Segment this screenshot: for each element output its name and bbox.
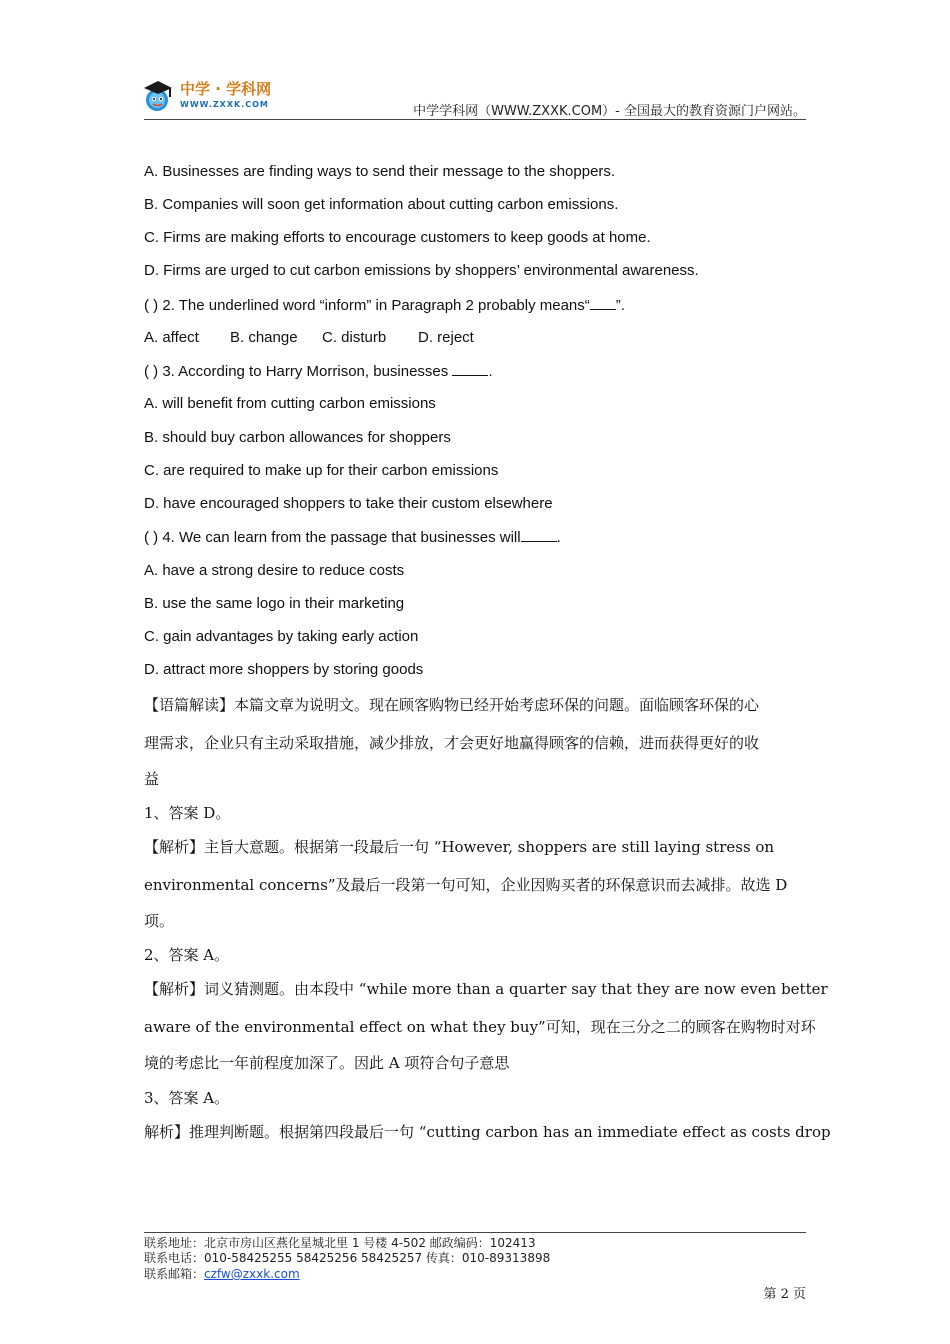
explanation-2-line: aware of the environmental effect on what they buy”可知，现在三分之二的顾客在购物时对环 xyxy=(144,1018,816,1036)
q4-stem-text: ( ) 4. We can learn from the passage that businesses will xyxy=(144,529,521,546)
q2-stem-text: ( ) 2. The underlined word “inform” in Paragraph 2 probably means“ xyxy=(144,297,590,314)
q3-option-d: D. have encouraged shoppers to take their custom elsewhere xyxy=(144,495,553,512)
q2-option-a: A. affect xyxy=(144,329,199,346)
explanation-3-line: 解析】推理判断题。根据第四段最后一句 “cutting carbon has an immediate effect as costs drop xyxy=(144,1123,831,1141)
explanation-1-line: environmental concerns”及最后一段第一句可知，企业因购买者的环保意识而去减排。故选 D xyxy=(144,876,788,894)
site-logo[interactable] xyxy=(138,76,288,116)
explanation-2-line: 【解析】词义猜测题。由本段中 “while more than a quarter say that they are now even better xyxy=(144,980,828,998)
footer-email-label: 联系邮箱： xyxy=(144,1267,205,1281)
footer-phone: 联系电话：010-58425255 58425256 58425257 传真：010-89313898 xyxy=(144,1251,551,1265)
q4-option-a: A. have a strong desire to reduce costs xyxy=(144,562,405,579)
q1-option-c: C. Firms are making efforts to encourage customers to keep goods at home. xyxy=(144,229,651,246)
answer-2: 2、答案 A。 xyxy=(144,946,230,964)
mascot-icon xyxy=(138,76,178,116)
q2-options xyxy=(144,328,474,348)
explanation-1-line: 【解析】主旨大意题。根据第一段最后一句 “However, shoppers are still laying stress on xyxy=(144,838,775,856)
q1-option-a: A. Businesses are finding ways to send their message to the shoppers. xyxy=(144,163,616,180)
q3-option-b: B. should buy carbon allowances for shoppers xyxy=(144,429,451,446)
q1-option-b: B. Companies will soon get information about cutting carbon emissions. xyxy=(144,196,619,213)
footer-address: 联系地址：北京市房山区燕化星城北里 1 号楼 4-502 邮政编码：102413 xyxy=(144,1236,536,1250)
logo-url: WWW.ZXXK.COM xyxy=(180,100,269,109)
answer-blank xyxy=(590,295,616,310)
q2-option-d: D. reject xyxy=(418,329,474,346)
footer-email-row xyxy=(144,1267,300,1282)
page-number: 第 2 页 xyxy=(763,1287,806,1302)
logo-title: 中学 · 学科网 xyxy=(180,80,272,98)
passage-summary-line: 【语篇解读】本篇文章为说明文。现在顾客购物已经开始考虑环保的问题。面临顾客环保的心 xyxy=(144,696,760,714)
answer-1: 1、答案 D。 xyxy=(144,804,231,822)
q4-option-d: D. attract more shoppers by storing goods xyxy=(144,661,424,678)
q3-option-c: C. are required to make up for their carbon emissions xyxy=(144,462,499,479)
q3-option-a: A. will benefit from cutting carbon emissions xyxy=(144,395,436,412)
site-info: 中学学科网（WWW.ZXXK.COM）- 全国最大的教育资源门户网站。 xyxy=(413,104,806,119)
passage-summary-line: 益 xyxy=(144,770,160,788)
passage-summary-line: 理需求，企业只有主动采取措施，减少排放，才会更好地赢得顾客的信赖，进而获得更好的收 xyxy=(144,734,760,752)
page-footer xyxy=(144,1232,806,1302)
q2-stem xyxy=(144,295,625,316)
q3-stem-text: ( ) 3. According to Harry Morrison, businesses xyxy=(144,363,453,380)
explanation-1-line: 项。 xyxy=(144,912,175,930)
q4-stem-end: . xyxy=(556,529,561,546)
q4-option-c: C. gain advantages by taking early action xyxy=(144,628,419,645)
q3-stem-end: . xyxy=(488,363,493,380)
q4-option-b: B. use the same logo in their marketing xyxy=(144,595,405,612)
q4-stem xyxy=(144,527,561,548)
explanation-2-line: 境的考虑比一年前程度加深了。因此 A 项符合句子意思 xyxy=(144,1054,510,1072)
q2-option-b: B. change xyxy=(230,329,298,346)
footer-email-link[interactable]: czfw@zxxk.com xyxy=(204,1267,300,1281)
answer-blank xyxy=(452,361,488,376)
q2-stem-end: ”. xyxy=(615,297,625,314)
answer-blank xyxy=(521,527,557,542)
q2-option-c: C. disturb xyxy=(322,329,387,346)
page-header xyxy=(144,76,806,120)
answer-3: 3、答案 A。 xyxy=(144,1089,230,1107)
q3-stem xyxy=(144,361,493,382)
q1-option-d: D. Firms are urged to cut carbon emissions by shoppers’ environmental awareness. xyxy=(144,262,699,279)
